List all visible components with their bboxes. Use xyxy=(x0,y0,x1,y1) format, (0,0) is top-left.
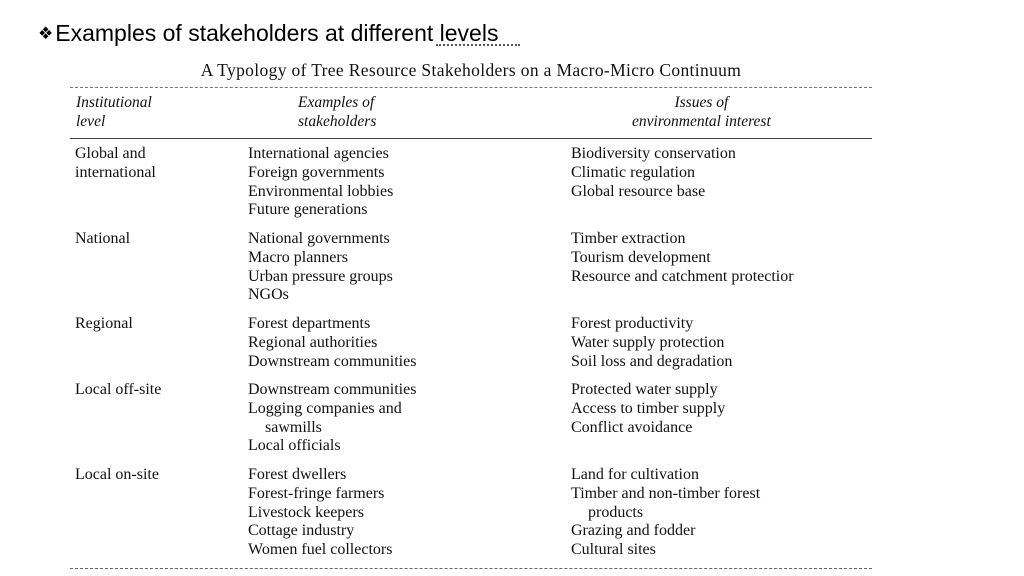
header-line: Institutional xyxy=(76,94,152,111)
issue-item: Tourism development xyxy=(571,248,711,266)
header-institutional-level xyxy=(76,93,152,131)
row-level xyxy=(75,315,133,334)
row-issues xyxy=(571,381,725,437)
stakeholder-item: Urban pressure groups xyxy=(248,267,393,285)
slide-heading-text: Examples of stakeholders at different levels xyxy=(55,20,499,46)
table-bottom-rule xyxy=(70,568,872,569)
stakeholder-item: Foreign governments xyxy=(248,163,385,181)
issue-item: Forest productivity xyxy=(571,315,694,332)
level-line: National xyxy=(75,230,131,247)
issue-item: Biodiversity conservation xyxy=(571,145,736,162)
stakeholder-item: Downstream communities xyxy=(248,352,417,370)
level-line: Local on-site xyxy=(75,466,159,483)
header-line: environmental interest xyxy=(632,113,771,130)
issue-item: Resource and catchment protectior xyxy=(571,267,794,285)
stakeholder-item: Logging companies and xyxy=(248,399,402,417)
row-stakeholders xyxy=(248,145,393,220)
level-line: international xyxy=(75,163,156,181)
issue-item: Soil loss and degradation xyxy=(571,352,733,370)
header-issues-of-environmental-interest xyxy=(632,93,771,131)
issue-item: products xyxy=(588,503,644,521)
stakeholder-item: Cottage industry xyxy=(248,522,355,540)
row-issues xyxy=(571,230,794,286)
stakeholder-item: Environmental lobbies xyxy=(248,182,394,200)
row-level xyxy=(75,381,161,400)
stakeholder-item: Forest-fringe farmers xyxy=(248,484,385,502)
issue-item: Grazing and fodder xyxy=(571,522,696,540)
issue-item: Global resource base xyxy=(571,182,706,200)
stakeholder-item: NGOs xyxy=(248,286,289,304)
issue-item: Conflict avoidance xyxy=(571,418,693,436)
header-line: Issues of xyxy=(674,94,729,111)
issue-item: Access to timber supply xyxy=(571,399,726,417)
row-stakeholders xyxy=(248,230,393,305)
issue-item: Climatic regulation xyxy=(571,163,695,181)
row-level xyxy=(75,145,156,183)
row-issues xyxy=(571,315,732,371)
level-line: Global and xyxy=(75,145,146,162)
row-stakeholders xyxy=(248,466,392,560)
stakeholder-item: Forest departments xyxy=(248,315,371,332)
slide-heading xyxy=(38,20,498,47)
header-line: Examples of xyxy=(298,94,375,111)
issue-item: Land for cultivation xyxy=(571,466,699,483)
table-title: A Typology of Tree Resource Stakeholders on a Macro-Micro Continuum xyxy=(200,60,742,80)
stakeholder-item: sawmills xyxy=(265,418,322,436)
header-line: level xyxy=(76,113,106,130)
issue-item: Protected water supply xyxy=(571,381,718,398)
row-level xyxy=(75,466,159,485)
row-issues xyxy=(571,466,760,560)
diamond-bullet-icon: ❖ xyxy=(38,24,54,43)
issue-item: Cultural sites xyxy=(571,541,656,559)
issue-item: Water supply protection xyxy=(571,333,725,351)
stakeholder-item: National governments xyxy=(248,230,390,247)
stakeholder-item: Macro planners xyxy=(248,248,348,266)
header-line: stakeholders xyxy=(298,113,377,130)
level-line: Local off-site xyxy=(75,381,162,398)
level-line: Regional xyxy=(75,315,133,332)
header-examples-of-stakeholders xyxy=(298,93,376,131)
stakeholder-item: Local officials xyxy=(248,437,341,455)
stakeholder-item: Regional authorities xyxy=(248,333,378,351)
table-top-rule xyxy=(70,87,872,88)
stakeholder-item: Downstream communities xyxy=(248,381,417,398)
row-issues xyxy=(571,145,736,201)
issue-item: Timber and non-timber forest xyxy=(571,484,761,502)
stakeholder-item: Women fuel collectors xyxy=(248,541,393,559)
table-label-remnant xyxy=(436,44,520,50)
scanned-table xyxy=(68,44,874,574)
table-header-rule xyxy=(70,138,872,139)
row-stakeholders xyxy=(248,315,416,371)
stakeholder-item: International agencies xyxy=(248,145,389,162)
issue-item: Timber extraction xyxy=(571,230,686,247)
stakeholder-item: Livestock keepers xyxy=(248,503,364,521)
row-stakeholders xyxy=(248,381,416,456)
stakeholder-item: Forest dwellers xyxy=(248,466,347,483)
stakeholder-item: Future generations xyxy=(248,201,368,219)
row-level xyxy=(75,230,130,249)
